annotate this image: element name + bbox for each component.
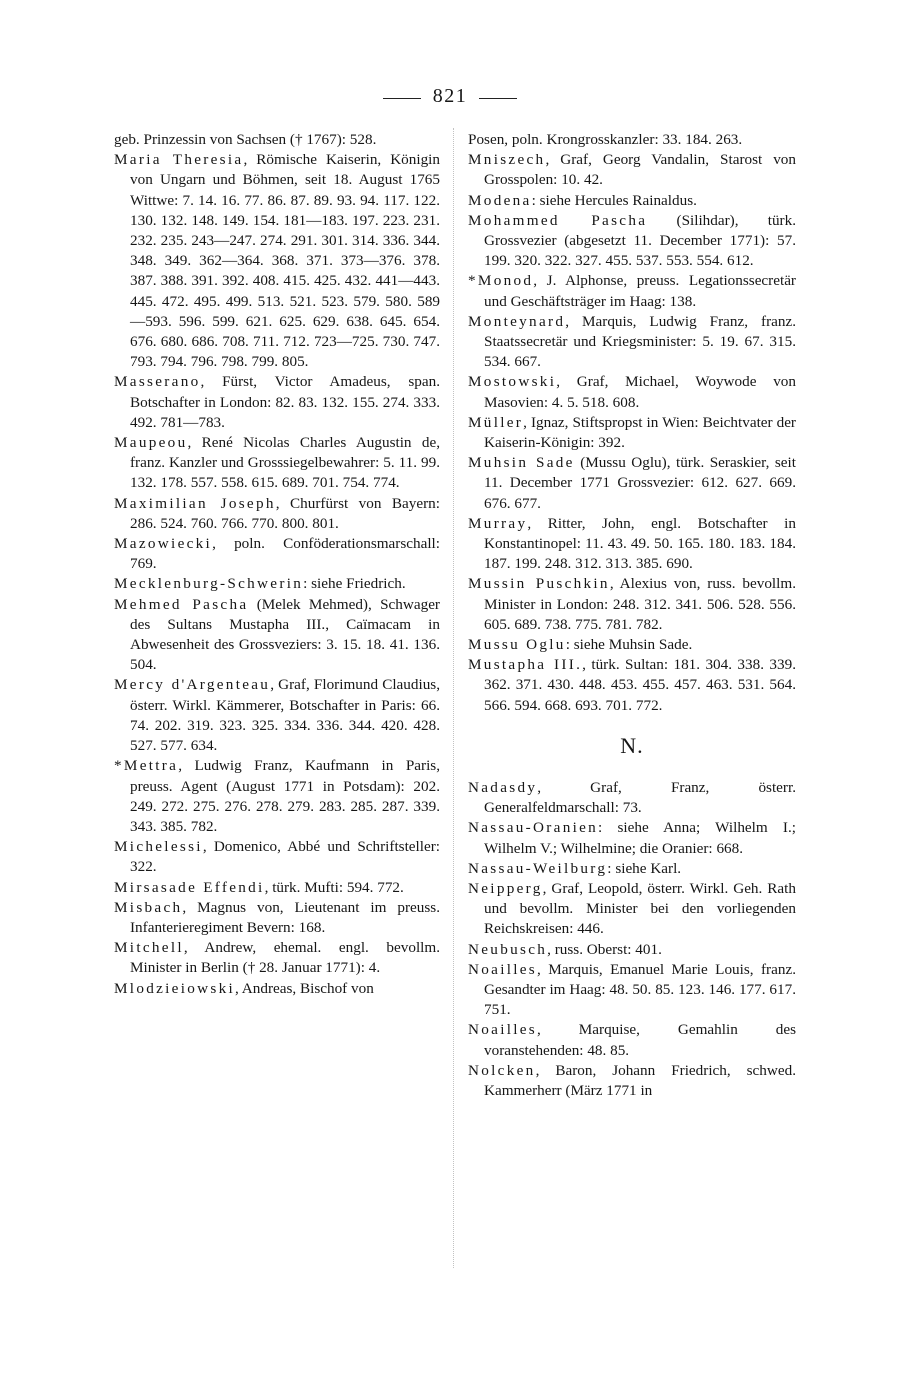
entry-text: , türk. Mufti: 594. 772. (264, 878, 404, 896)
index-entry (468, 960, 796, 1021)
entry-headword: Nadasdy (468, 778, 538, 796)
index-entry (468, 413, 796, 453)
index-entry (114, 150, 440, 372)
index-entry (114, 494, 440, 534)
entry-text: , Graf, Franz, österr. Generalfeldmarschall: 73. (484, 778, 796, 817)
entry-headword: Mercy d'Argenteau (114, 676, 271, 694)
index-entry (468, 312, 796, 373)
entry-text: (Melek Mehmed), Schwager des Sultans Mustapha III., Caïmacam in Abwesenheit des Grossveziers: 3. 15. 18. 41. 136. 504. (130, 595, 440, 674)
index-entry (114, 595, 440, 676)
index-entry (114, 675, 440, 756)
entry-text: , Ludwig Franz, Kaufmann in Paris, preuss. Agent (August 1771 in Potsdam): 202. 249. 272. 275. 276. 278. 279. 283. 285. 287. 339. 343. 385. 782. (130, 757, 440, 835)
entry-headword: Maximilian Joseph (114, 494, 276, 512)
entry-text: , Römische Kaiserin, Königin von Ungarn und Böhmen, seit 18. August 1765 Wittwe: 7. 14. 16. 77. 86. 87. 89. 93. 94. 117. 122. 130. 132. 148. 149. 154. 181—183. 197. 223. 231. 232. 235. 243—247. 274. 291. 301. 314. 336. 344. 348. 349. 362—364. 368. 371. 373—376. 378. 387. 388. 391. 392. 408. 415. 425. 432. 441—443. 445. 472. 495. 499. 513. 521. 523. 579. 580. 589—593. 596. 599. 621. 625. 629. 638. 645. 654. 676. 680. 686. 708. 711. 712. 723—725. 730. 747. 793. 794. 796. 798. 799. 805. (130, 151, 440, 371)
index-entry (468, 859, 796, 879)
index-entry (468, 514, 796, 575)
index-entry (114, 878, 440, 898)
entry-headword: Mitchell (114, 939, 184, 957)
entry-text: , Marquise, Gemahlin des voranstehenden: 48. 85. (484, 1021, 796, 1059)
entry-text: , J. Alphonse, preuss. Legationssecretär und Geschäftsträger im Haag: 138. (484, 272, 796, 310)
entry-headword: Misbach (114, 898, 183, 916)
entry-headword: Maupeou (114, 434, 188, 452)
entry-headword: Monteynard (468, 312, 566, 330)
entry-headword: Mostowski (468, 373, 557, 391)
entry-text: , Domenico, Abbé und Schriftsteller: 322. (130, 838, 440, 876)
page-header (0, 84, 900, 108)
entry-text: , Churfürst von Bayern: 286. 524. 760. 766. 770. 800. 801. (130, 494, 440, 532)
index-entry (114, 979, 440, 999)
index-entries-m (468, 130, 796, 716)
entry-text: : siehe Muhsin Sade. (565, 636, 693, 654)
index-entry (114, 433, 440, 494)
entry-headword: Noailles (468, 1021, 538, 1039)
index-entry (468, 453, 796, 514)
entry-headword: Noailles (468, 960, 538, 978)
entry-text: , türk. Sultan: 181. 304. 338. 339. 362. 371. 430. 448. 453. 455. 457. 463. 531. 564. 566. 594. 668. 693. 701. 772. (484, 656, 796, 714)
index-entry (468, 940, 796, 960)
entry-text: , Magnus von, Lieutenant im preuss. Infanterieregiment Bevern: 168. (130, 898, 440, 936)
entry-text: , Graf, Michael, Woywode von Masovien: 4. 5. 518. 608. (484, 373, 796, 411)
entry-headword: Masserano (114, 373, 201, 391)
entry-text: , Marquis, Ludwig Franz, franz. Staatssecretär und Kriegsminister: 5. 19. 67. 315. 534. 667. (484, 312, 796, 371)
entry-headword: Mecklenburg-Schwerin (114, 575, 304, 593)
entry-headword: Mirsasade Effendi (114, 878, 265, 896)
index-entry (468, 372, 796, 412)
entry-headword: *Monod (468, 272, 534, 290)
entry-text: , russ. Oberst: 401. (547, 940, 662, 958)
entry-headword: Mazowiecki (114, 535, 213, 553)
index-entries-n (468, 778, 796, 1101)
index-entry (114, 130, 440, 150)
index-entry (114, 534, 440, 574)
entry-headword: Mussin Puschkin (468, 575, 610, 593)
entry-headword: Mlodzieiowski (114, 979, 236, 997)
entry-text: : siehe Hercules Rainaldus. (531, 191, 697, 209)
entry-text: , Ritter, John, engl. Botschafter in Konstantinopel: 11. 43. 49. 50. 165. 180. 183. 184. 187. 199. 248. 312. 313. 385. 690. (484, 514, 796, 573)
entry-headword: Nolcken (468, 1061, 536, 1079)
entry-headword: Muhsin Sade (468, 454, 575, 472)
entry-headword: Murray (468, 514, 528, 532)
entry-text: : siehe Anna; Wilhelm I.; Wilhelm V.; Wilhelmine; die Oranier: 668. (484, 819, 796, 857)
entry-text: : siehe Karl. (607, 859, 682, 877)
index-entry (468, 211, 796, 272)
entry-text: , Andrew, ehemal. engl. bevollm. Minister in Berlin († 28. Januar 1771): 4. (130, 939, 440, 977)
index-column-left (114, 130, 440, 999)
index-entry (114, 837, 440, 877)
entry-headword: Modena (468, 191, 532, 209)
entry-text: , René Nicolas Charles Augustin de, franz. Kanzler und Grosssiegelbewahrer: 5. 11. 99. 132. 178. 557. 558. 615. 689. 701. 754. 774. (130, 434, 440, 492)
index-entry (468, 1020, 796, 1060)
index-entry (468, 879, 796, 940)
column-divider (453, 128, 454, 1268)
entry-text: , poln. Conföderationsmarschall: 769. (130, 535, 440, 573)
entry-text: (Mussu Oglu), türk. Seraskier, seit 11. December 1771 Grossvezier: 612. 627. 669. 676. 677. (484, 454, 796, 512)
entry-headword: Michelessi (114, 838, 203, 856)
entry-text: , Graf, Leopold, österr. Wirkl. Geh. Rath und bevollm. Minister bei den vorliegenden Reichskreisen: 446. (484, 879, 796, 938)
index-entry (114, 372, 440, 433)
entry-headword: Mehmed Pascha (114, 595, 249, 613)
entry-headword: Maria Theresia (114, 151, 244, 169)
entry-text: , Graf, Florimund Claudius, österr. Wirkl. Kämmerer, Botschafter in Paris: 66. 74. 202. 319. 323. 325. 334. 336. 344. 420. 428. 527. 577. 634. (130, 676, 440, 755)
index-entry (468, 574, 796, 635)
index-entry (468, 818, 796, 858)
entry-text: , Andreas, Bischof von (235, 979, 374, 997)
entry-headword: Neubusch (468, 940, 548, 958)
entry-headword: Mohammed Pascha (468, 211, 648, 229)
entry-text: Posen, poln. Krongrosskanzler: 33. 184. 263. (468, 131, 743, 148)
index-entry (114, 898, 440, 938)
index-entry (468, 150, 796, 190)
entry-headword: Mussu Oglu (468, 636, 566, 654)
entry-text: geb. Prinzessin von Sachsen († 1767): 528. (114, 131, 377, 148)
entry-headword: Mniszech (468, 151, 546, 169)
entry-text: , Fürst, Victor Amadeus, span. Botschafter in London: 82. 83. 132. 155. 274. 333. 492. 781—783. (130, 373, 440, 431)
index-entry (468, 635, 796, 655)
entry-headword: Nassau-Oranien (468, 819, 599, 837)
entry-headword: Mustapha III. (468, 656, 583, 674)
entry-text: : siehe Friedrich. (303, 575, 406, 593)
entry-text: , Marquis, Emanuel Marie Louis, franz. Gesandter im Haag: 48. 50. 85. 123. 146. 177. 617. 751. (484, 960, 796, 1019)
index-entry (468, 191, 796, 211)
section-letter-heading: N. (620, 732, 644, 758)
index-entry (468, 1061, 796, 1101)
entry-headword: Nassau-Weilburg (468, 859, 608, 877)
index-entry (468, 130, 796, 150)
index-entry (114, 574, 440, 594)
header-rule-right (479, 98, 517, 99)
entry-text: , Alexius von, russ. bevollm. Minister in London: 248. 312. 341. 506. 528. 556. 605. 689. 738. 775. 781. 782. (484, 575, 796, 633)
entry-text: , Baron, Johann Friedrich, schwed. Kammerherr (März 1771 in (484, 1061, 796, 1099)
index-entry (468, 778, 796, 818)
index-column-right (468, 130, 796, 1101)
header-rule-left (383, 98, 421, 99)
index-entry (114, 938, 440, 978)
index-entry (114, 756, 440, 837)
index-entry (468, 655, 796, 716)
entry-text: , Ignaz, Stiftspropst in Wien: Beichtvater der Kaiserin-Königin: 392. (484, 413, 796, 452)
entry-text: , Graf, Georg Vandalin, Starost von Grosspolen: 10. 42. (484, 151, 796, 189)
page-number: 821 (432, 84, 468, 107)
entry-headword: Müller (468, 413, 524, 431)
entry-headword: *Mettra (114, 757, 179, 775)
index-entry (468, 271, 796, 311)
entry-text: (Silihdar), türk. Grossvezier (abgesetzt 11. December 1771): 57. 199. 320. 322. 327. 455. 537. 553. 554. 612. (484, 211, 796, 270)
entry-headword: Neipperg (468, 879, 543, 897)
